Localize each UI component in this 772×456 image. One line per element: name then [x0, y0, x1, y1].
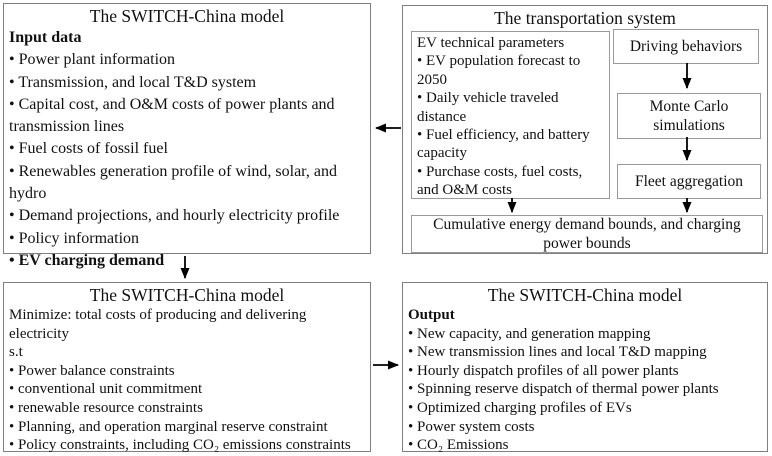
fleet-aggregation-label: Fleet aggregation [634, 173, 744, 190]
ev-parameters-heading: EV technical parameters [417, 35, 565, 51]
list-item: • Fuel efficiency, and battery capacity [417, 127, 590, 162]
ev-parameters-list [417, 52, 604, 199]
list-item: • Power plant information [9, 51, 176, 69]
input-data-list [9, 49, 365, 272]
list-item: s.t [9, 344, 23, 361]
list-item: • EV charging demand [9, 251, 165, 269]
monte-carlo-label: Monte Carlo simulations [649, 98, 729, 134]
switch-input-body [4, 27, 370, 272]
transportation-box [402, 5, 768, 254]
output-heading: Output [408, 307, 455, 323]
list-item: • CO₂ Emissions [408, 437, 509, 454]
cumulative-bounds-label: Cumulative energy demand bounds, and charging power bounds [433, 216, 741, 252]
input-data-heading: Input data [9, 29, 82, 46]
switch-output-box [402, 282, 768, 452]
list-item: • Purchase costs, fuel costs, and O&M costs [417, 163, 583, 199]
switch-optimization-body [4, 306, 370, 455]
list-item: • Power balance constraints [9, 362, 175, 379]
fleet-aggregation-box [617, 164, 761, 199]
list-item: Minimize: total costs of producing and delivering electricity [9, 307, 307, 342]
switch-output-body [403, 306, 767, 455]
driving-behaviors-box [613, 29, 759, 64]
list-item: • Spinning reserve dispatch of thermal power plants [408, 381, 719, 398]
switch-optimization-box [3, 282, 371, 452]
optimization-list [9, 306, 365, 455]
list-item: • Policy constraints, including CO₂ emissions constraints [9, 437, 351, 454]
list-item: • Daily vehicle traveled distance [417, 90, 559, 125]
list-item: • Capital cost, and O&M costs of power plants and transmission lines [9, 95, 335, 136]
list-item: • Power system costs [408, 418, 535, 435]
list-item: • Transmission, and local T&D system [9, 73, 257, 91]
list-item: • Hourly dispatch profiles of all power plants [408, 362, 679, 379]
transportation-title: The transportation system [494, 8, 676, 28]
list-item: • Renewables generation profile of wind, solar, and hydro [9, 162, 337, 203]
list-item: • New capacity, and generation mapping [408, 325, 651, 342]
list-item: • Fuel costs of fossil fuel [9, 140, 168, 158]
driving-behaviors-label: Driving behaviors [629, 38, 743, 55]
list-item: • EV population forecast to 2050 [417, 53, 581, 88]
switch-input-box [3, 3, 371, 269]
output-list [408, 325, 762, 455]
switch-optimization-title: The SWITCH-China model [89, 285, 285, 305]
ev-parameters-body [412, 32, 609, 202]
list-item: • Optimized charging profiles of EVs [408, 399, 632, 416]
ev-parameters-box [411, 31, 610, 199]
cumulative-bounds-box [411, 215, 763, 253]
list-item: • conventional unit commitment [9, 381, 203, 398]
list-item: • Demand projections, and hourly electricity profile [9, 207, 340, 225]
switch-output-title: The SWITCH-China model [487, 285, 683, 305]
list-item: • renewable resource constraints [9, 399, 203, 416]
list-item: • Planning, and operation marginal reserve constraint [9, 418, 328, 435]
switch-input-title: The SWITCH-China model [89, 6, 285, 26]
list-item: • Policy information [9, 229, 140, 247]
monte-carlo-box [617, 93, 761, 139]
list-item: • New transmission lines and local T&D mapping [408, 344, 707, 361]
